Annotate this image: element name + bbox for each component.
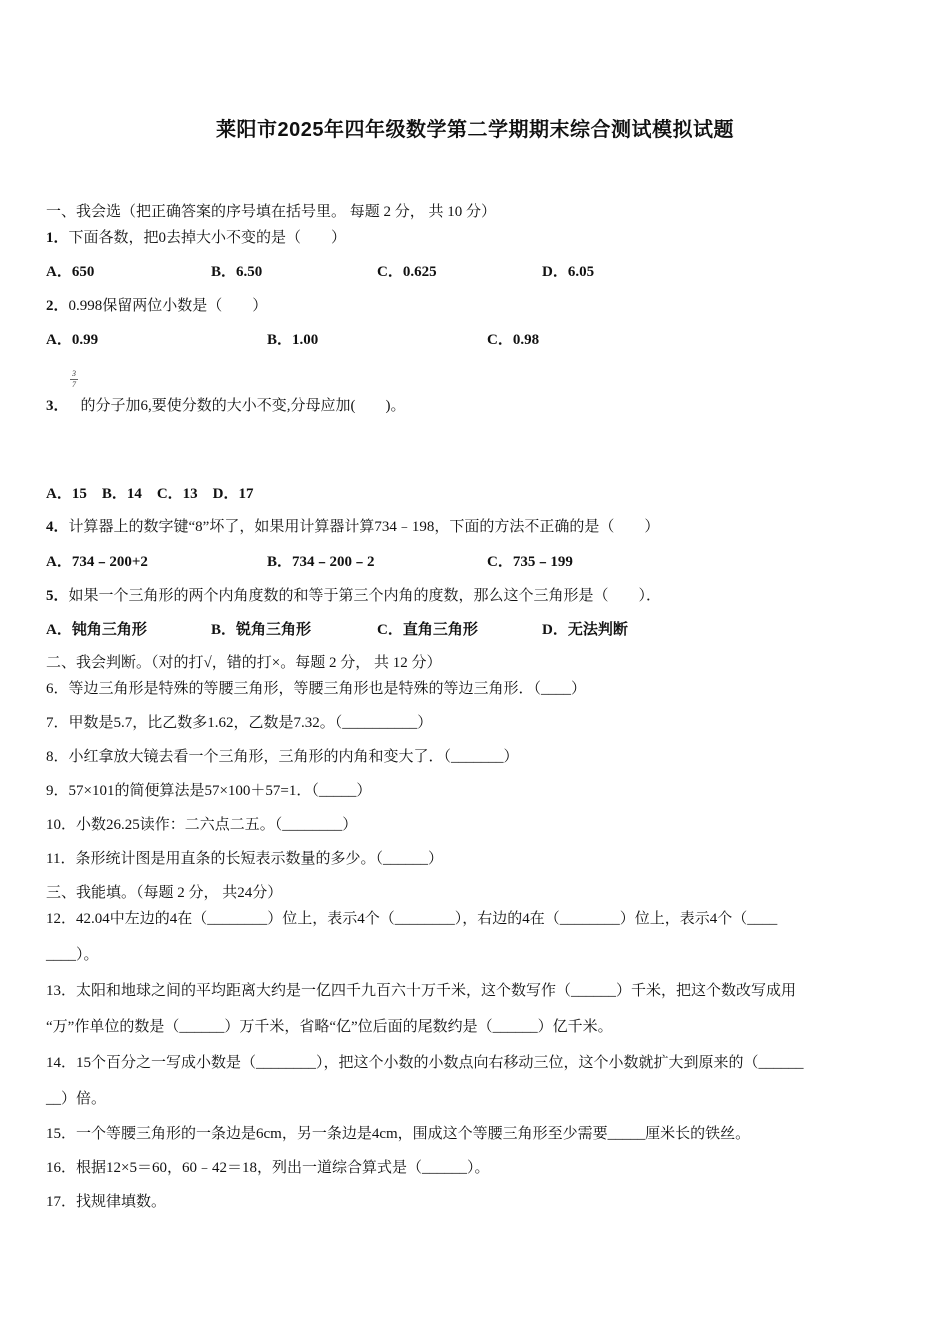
- page-title: 莱阳市2025年四年级数学第二学期期末综合测试模拟试题: [216, 119, 734, 141]
- q4-option-b: B．734﹣200﹣2: [267, 554, 375, 570]
- q1-option-b: B．6.50: [211, 264, 263, 280]
- q3-fraction-numerator: 3: [72, 369, 76, 378]
- question-17: 17．找规律填数。: [46, 1194, 167, 1210]
- q4-number: 4．: [46, 519, 69, 535]
- question-12-line-1: 12．42.04中左边的4在（________）位上，表示4个（________），右边的4在（________）位上，表示4个（____: [46, 911, 778, 927]
- question-9: 9．57×101的简便算法是57×100＋57=1．（_____）: [46, 783, 372, 799]
- q3-number: 3．: [46, 398, 69, 414]
- question-11: 11．条形统计图是用直条的长短表示数量的多少。（______）: [46, 851, 443, 867]
- q4-option-c: C．735﹣199: [487, 554, 573, 570]
- section-heading-3: 三、我能填。（每题 2 分， 共24分）: [46, 885, 283, 901]
- q1-option-a: A．650: [46, 264, 95, 280]
- q2-text: 0.998保留两位小数是（ ）: [68, 298, 268, 314]
- question-7: 7．甲数是5.7，比乙数多1.62，乙数是7.32。（__________）: [46, 715, 433, 731]
- question-13-line-2: “万”作单位的数是（______）万千米，省略“亿”位后面的尾数约是（______）亿千米。: [46, 1019, 613, 1035]
- q1-option-c: C．0.625: [377, 264, 437, 280]
- question-16: 16．根据12×5＝60，60﹣42＝18，列出一道综合算式是（______）。: [46, 1160, 490, 1176]
- question-14-line-2: __）倍。: [46, 1091, 107, 1107]
- question-10: 10．小数26.25读作：二六点二五。（________）: [46, 817, 358, 833]
- q1-option-d: D．6.05: [542, 264, 595, 280]
- question-2: [46, 296, 267, 316]
- q2-number: 2．: [46, 298, 69, 314]
- q4-option-a: A．734﹣200+2: [46, 554, 148, 570]
- q3-fraction-denominator: 7: [72, 380, 76, 389]
- q1-text: 下面各数，把0去掉大小不变的是（ ）: [68, 230, 347, 246]
- q2-option-c: C．0.98: [487, 332, 540, 348]
- question-5: [46, 586, 661, 606]
- question-12-line-2: ____）。: [46, 947, 99, 963]
- question-3: [46, 396, 406, 416]
- question-6: 6．等边三角形是特殊的等腰三角形，等腰三角形也是特殊的等边三角形．（____）: [46, 681, 587, 697]
- q5-option-b: B．锐角三角形: [211, 622, 312, 638]
- section-heading-2: 二、我会判断。（对的打√，错的打×。每题 2 分， 共 12 分）: [46, 655, 442, 671]
- q5-option-c: C．直角三角形: [377, 622, 478, 638]
- question-4: [46, 517, 659, 537]
- q5-option-a: A．钝角三角形: [46, 622, 147, 638]
- q5-number: 5．: [46, 588, 69, 604]
- q2-option-a: A．0.99: [46, 332, 99, 348]
- q3-options: A．15 B．14 C．13 D．17: [46, 486, 254, 502]
- q2-option-b: B．1.00: [267, 332, 319, 348]
- q4-text: 计算器上的数字键“8”坏了，如果用计算器计算734﹣198，下面的方法不正确的是（ ）: [68, 519, 660, 535]
- q1-number: 1．: [46, 230, 69, 246]
- question-8: 8．小红拿放大镜去看一个三角形，三角形的内角和变大了．（_______）: [46, 749, 519, 765]
- question-14-line-1: 14．15个百分之一写成小数是（________），把这个小数的小数点向右移动三位，这个小数就扩大到原来的（______: [46, 1055, 804, 1071]
- q5-option-d: D．无法判断: [542, 622, 628, 638]
- question-13-line-1: 13．太阳和地球之间的平均距离大约是一亿四千九百六十万千米，这个数写作（______）千米，把这个数改写成用: [46, 983, 797, 999]
- q3-fraction: [70, 370, 78, 389]
- q5-text: 如果一个三角形的两个内角度数的和等于第三个内角的度数，那么这个三角形是（ ）．: [68, 588, 662, 604]
- section-heading-1: 一、我会选（把正确答案的序号填在括号里。 每题 2 分， 共 10 分）: [46, 204, 497, 220]
- question-1: [46, 228, 346, 248]
- question-15: 15．一个等腰三角形的一条边是6cm，另一条边是4cm，围成这个等腰三角形至少需要_____厘米长的铁丝。: [46, 1126, 751, 1142]
- q3-text: 的分子加6,要使分数的大小不变,分母应加( )。: [80, 398, 406, 414]
